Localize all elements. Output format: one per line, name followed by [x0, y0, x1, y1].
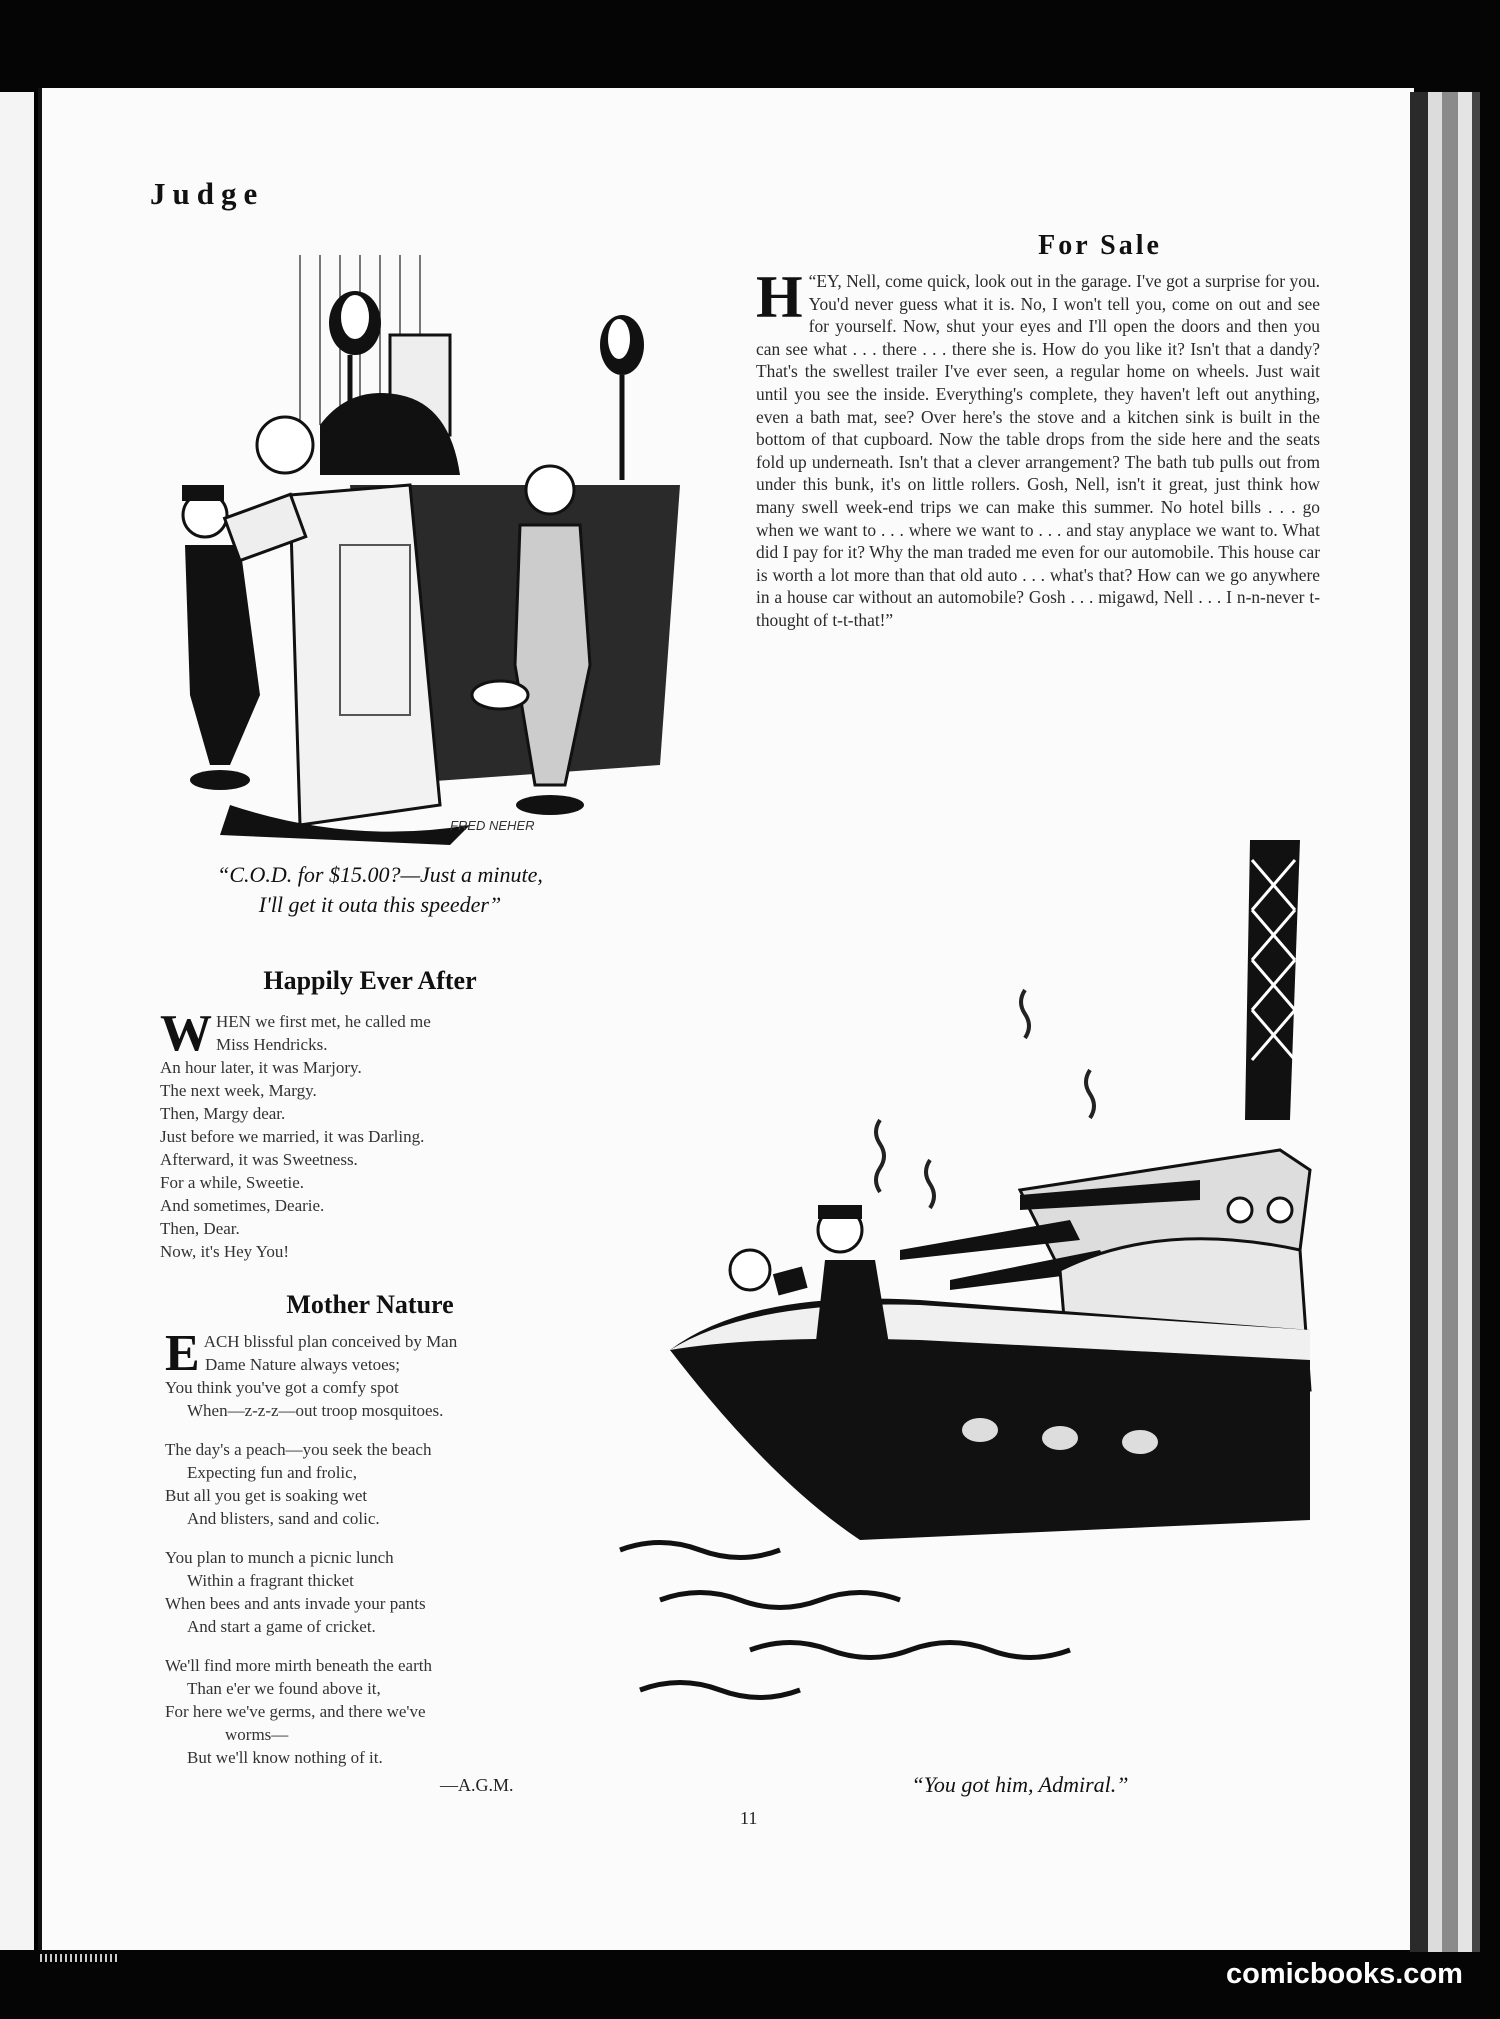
page-number: 11	[740, 1808, 758, 1828]
poem-line: And start a game of cricket.	[187, 1617, 376, 1636]
poem-line: And sometimes, Dearie.	[160, 1196, 325, 1215]
poem-signature: —A.G.M.	[440, 1775, 514, 1795]
poem-line: Dame Nature always vetoes;	[205, 1355, 400, 1374]
poem-line: Now, it's Hey You!	[160, 1242, 290, 1261]
poem-line: Then, Margy dear.	[160, 1104, 286, 1123]
watermark: comicbooks.com	[1226, 1958, 1463, 1990]
poem-line: Than e'er we found above it,	[187, 1679, 381, 1698]
poem-line: Afterward, it was Sweetness.	[160, 1150, 358, 1169]
poem-line: The day's a peach—you seek the beach	[165, 1440, 432, 1459]
poem-line: For a while, Sweetie.	[160, 1173, 304, 1192]
happily-poem	[160, 1005, 560, 1263]
for-sale-text: “EY, Nell, come quick, look out in the garage. I've got a surprise for you. You'd never guess what it is. No, I won't tell you, come on out and see for yourself. Now, shut your eyes and I'll open the doors and then you can see what . . . there . . . there she is. How do you like it? Isn't that a dandy? That's the swellest trailer I've ever seen, a regular home on wheels. Just wait until you see the inside. Everything's complete, they haven't left out anything, even a bath mat, see? Over here's the stove and a kitchen sink is built in the bottom of that cupboard. Now the table drops from the side here and the seats fold up underneath. Isn't that a clever arrangement? The bath tub pulls out from under this bunk, it's on little rollers. Gosh, Nell, isn't it great, just think how many swell week-end trips we can make this summer. No hotel bills . . . go when we want to . . . where we want to . . . and stay anyplace we want to. What did I pay for it? Why the man traded me even for our automobile. This house car is worth a lot more than that old auto . . . what's that? How can we go anywhere in a house car without an automobile? Gosh . . . migawd, Nell . . . I n-n-never t-thought of t-t-that!”	[756, 271, 1320, 630]
page-stack-edge	[1428, 92, 1442, 1952]
poem-line: Miss Hendricks.	[216, 1035, 328, 1054]
poem-line: Then, Dear.	[160, 1219, 240, 1238]
poem-stanza	[165, 1546, 565, 1638]
masthead: Judge	[150, 176, 265, 211]
poem-line: Just before we married, it was Darling.	[160, 1127, 425, 1146]
poem-line: Expecting fun and frolic,	[187, 1463, 357, 1482]
poem-line: When—z-z-z—out troop mosquitoes.	[187, 1401, 444, 1420]
poem-line: We'll find more mirth beneath the earth	[165, 1656, 432, 1675]
poem-line: The next week, Margy.	[160, 1081, 317, 1100]
for-sale-body	[756, 264, 1320, 632]
left-page-edge	[0, 92, 39, 1950]
page-stack-edge	[1472, 92, 1480, 1952]
poem-line: For here we've germs, and there we've	[165, 1702, 426, 1721]
poem-stanza	[165, 1438, 565, 1530]
caption-line: I'll get it outa this speeder”	[258, 892, 502, 917]
cartoon-signature: FRED NEHER	[450, 818, 535, 833]
poem-line: HEN we first met, he called me	[216, 1012, 431, 1031]
mother-nature-dropcap: E	[165, 1325, 200, 1382]
mother-nature-title: Mother Nature	[286, 1290, 454, 1319]
poem-line: You think you've got a comfy spot	[165, 1378, 399, 1397]
for-sale-dropcap: H	[756, 264, 803, 330]
courtroom-cartoon	[150, 245, 690, 845]
cartoon1-caption	[130, 860, 630, 920]
poem-line: An hour later, it was Marjory.	[160, 1058, 362, 1077]
poem-line: When bees and ants invade your pants	[165, 1594, 426, 1613]
poem-line: ACH blissful plan conceived by Man	[203, 1332, 458, 1351]
mother-nature-poem	[165, 1325, 565, 1785]
happily-dropcap: W	[160, 1005, 212, 1062]
poem-line: And blisters, sand and colic.	[187, 1509, 380, 1528]
happily-title: Happily Ever After	[263, 966, 477, 995]
poem-line: But we'll know nothing of it.	[187, 1748, 383, 1767]
battleship-cartoon	[600, 830, 1320, 1760]
caption-line: “C.O.D. for $15.00?—Just a minute,	[217, 862, 543, 887]
poem-line: But all you get is soaking wet	[165, 1486, 368, 1505]
poem-stanza	[165, 1325, 565, 1422]
scan-ruler	[40, 1954, 120, 1962]
page-stack-edge	[1410, 92, 1428, 1952]
poem-line: You plan to munch a picnic lunch	[165, 1548, 394, 1567]
for-sale-title: For Sale	[1038, 230, 1162, 261]
poem-line: worms—	[225, 1725, 289, 1744]
page-stack-edge	[1458, 92, 1472, 1952]
poem-line: Within a fragrant thicket	[187, 1571, 354, 1590]
poem-stanza	[165, 1654, 565, 1769]
cartoon2-caption: “You got him, Admiral.”	[911, 1772, 1129, 1797]
page-stack-edge	[1442, 92, 1458, 1952]
